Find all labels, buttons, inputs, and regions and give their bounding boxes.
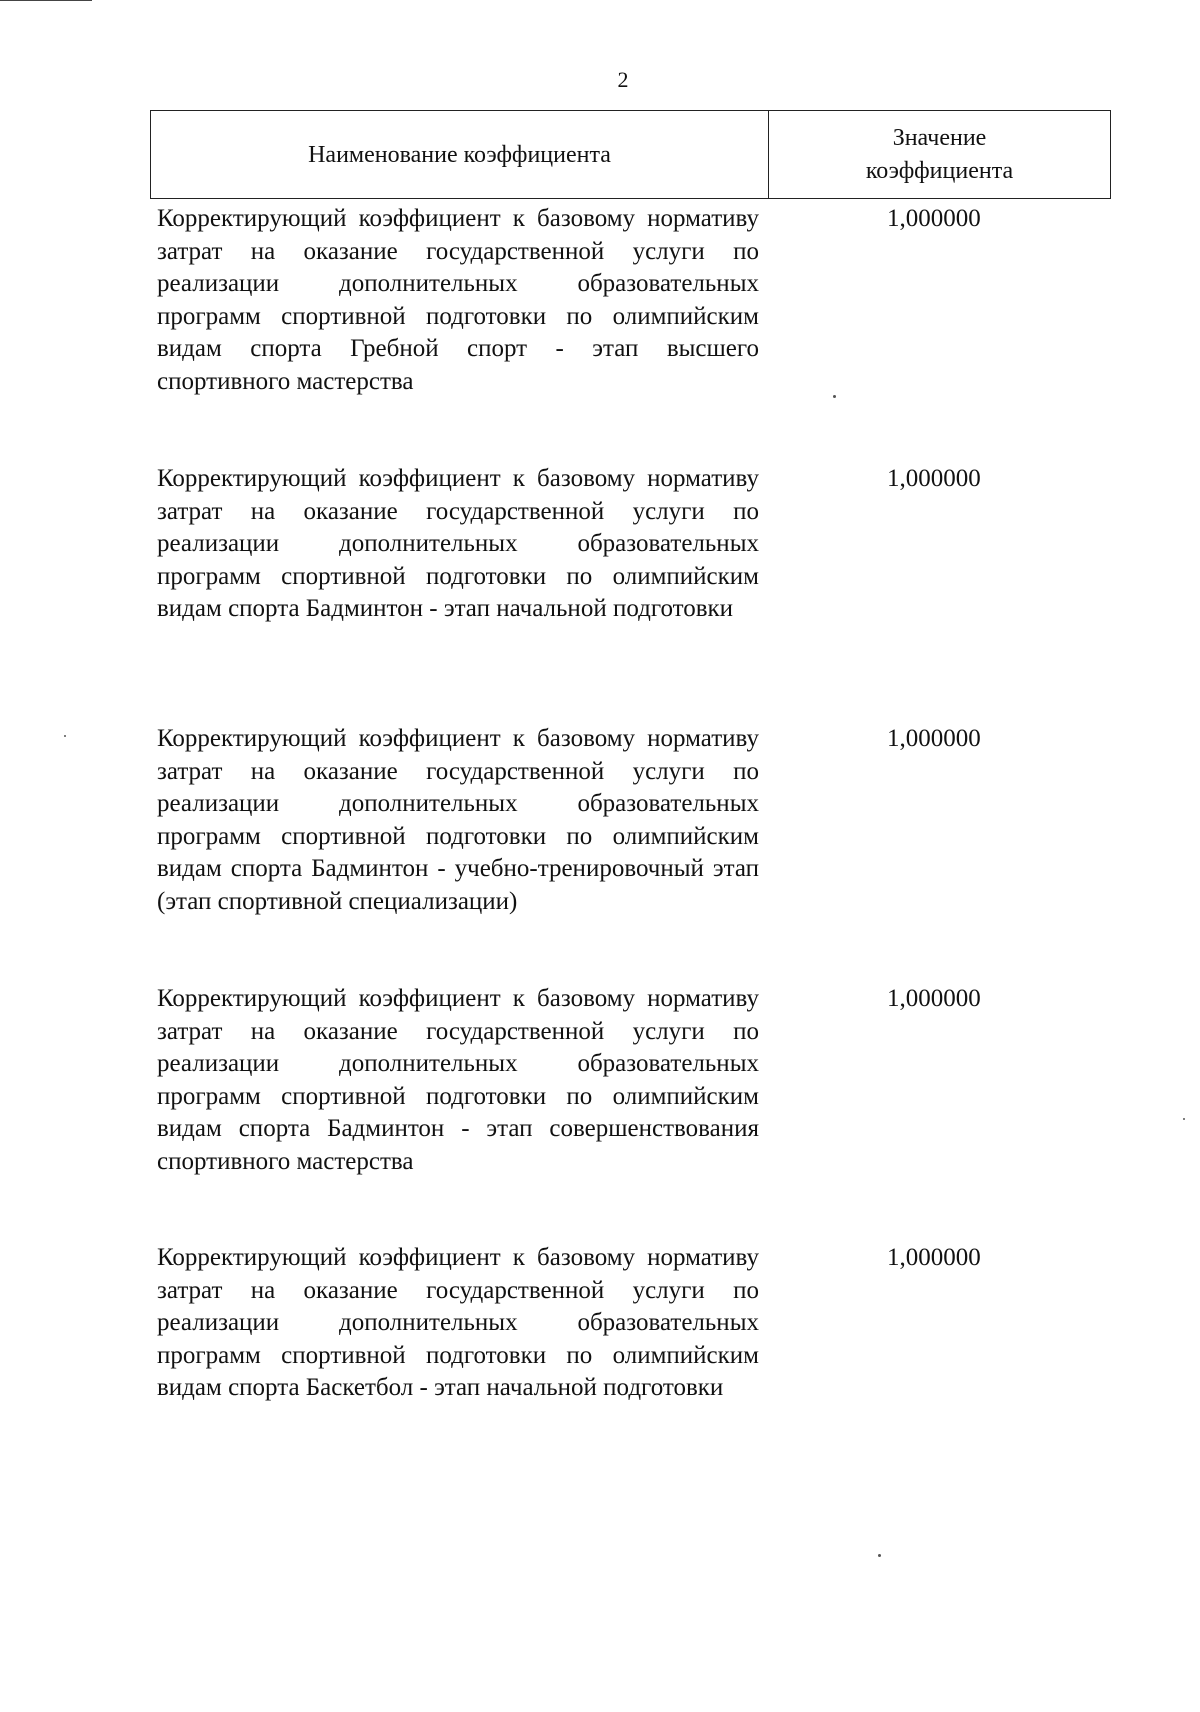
header-coefficient-name: Наименование коэффициента [151,111,769,198]
scan-speck [878,1554,881,1557]
scan-speck [64,735,66,737]
coefficient-description: Корректирующий коэффициент к базовому нормативу затрат на оказание государственной услуги по реализации дополнительных образовательных программ спортивной подготовки по олимпийским видам спорта Бадминтон - этап начальной подготовки [157,465,759,623]
coefficient-description: Корректирующий коэффициент к базовому нормативу затрат на оказание государственной услуги по реализации дополнительных образовательных программ спортивной подготовки по олимпийским видам спорта Баскетбол - этап начальной подготовки [157,1244,759,1402]
coefficient-value: 1,000000 [887,985,981,1012]
coefficient-value: 1,000000 [887,1244,981,1271]
coefficient-value: 1,000000 [887,205,981,232]
table-header [150,110,1111,199]
page-number: 2 [617,67,629,92]
coefficient-description: Корректирующий коэффициент к базовому нормативу затрат на оказание государственной услуги по реализации дополнительных образовательных программ спортивной подготовки по олимпийским видам спорта Бадминтон - учебно-тренировочный этап (этап спортивной специализации) [157,725,759,915]
header-value-line1: Значение [892,124,987,151]
scan-speck [833,395,836,398]
coefficient-description: Корректирующий коэффициент к базовому нормативу затрат на оказание государственной услуги по реализации дополнительных образовательных программ спортивной подготовки по олимпийским видам спорта Бадминтон - этап совершенствования спортивного мастерства [157,985,759,1175]
scan-speck [1183,1118,1185,1120]
coefficient-value: 1,000000 [887,465,981,492]
coefficient-description: Корректирующий коэффициент к базовому нормативу затрат на оказание государственной услуги по реализации дополнительных образовательных программ спортивной подготовки по олимпийским видам спорта Гребной спорт - этап высшего спортивного мастерства [157,205,759,395]
scan-edge-line [0,0,92,1]
coefficient-value: 1,000000 [887,725,981,752]
header-coefficient-value [769,111,1110,198]
header-value-line2: коэффициента [865,157,1014,184]
